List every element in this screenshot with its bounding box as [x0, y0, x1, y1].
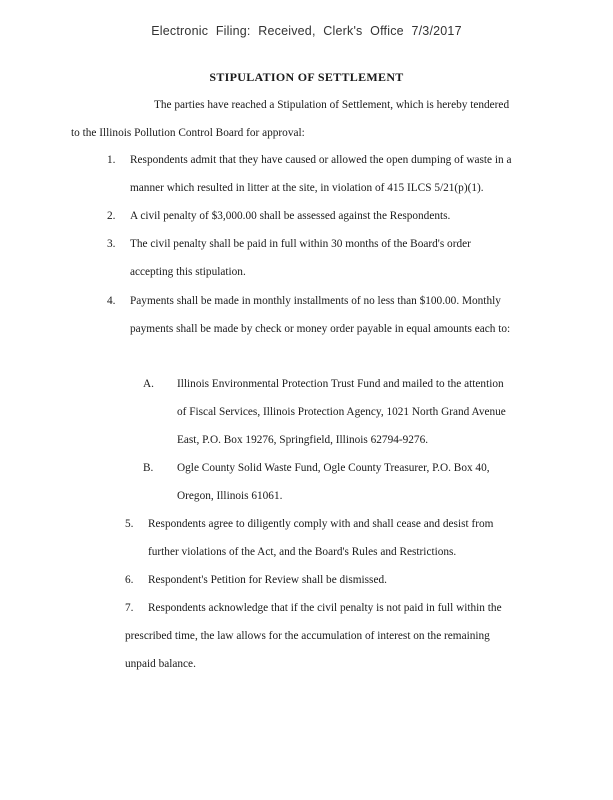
item-6-line-1: Respondent's Petition for Review shall be dismissed. — [148, 574, 387, 586]
subitem-b-letter: B. — [143, 462, 154, 474]
item-3-number: 3. — [107, 238, 116, 250]
subitem-b-line-1: Ogle County Solid Waste Fund, Ogle County Treasurer, P.O. Box 40, — [177, 462, 490, 474]
item-2-number: 2. — [107, 210, 116, 222]
subitem-a-line-2: of Fiscal Services, Illinois Protection Agency, 1021 North Grand Avenue — [177, 406, 506, 418]
item-1-line-1: Respondents admit that they have caused or allowed the open dumping of waste in a — [130, 154, 512, 166]
item-3-line-2: accepting this stipulation. — [130, 266, 246, 278]
item-3-line-1: The civil penalty shall be paid in full within 30 months of the Board's order — [130, 238, 471, 250]
item-5-line-1: Respondents agree to diligently comply with and shall cease and desist from — [148, 518, 494, 530]
item-5-number: 5. — [125, 518, 134, 530]
item-7-line-1: Respondents acknowledge that if the civil penalty is not paid in full within the — [148, 602, 502, 614]
item-7-line-2: prescribed time, the law allows for the accumulation of interest on the remaining — [125, 630, 490, 642]
item-2-line-1: A civil penalty of $3,000.00 shall be assessed against the Respondents. — [130, 210, 451, 222]
subitem-a-line-3: East, P.O. Box 19276, Springfield, Illinois 62794-9276. — [177, 434, 429, 446]
intro-line-1: The parties have reached a Stipulation of Settlement, which is hereby tendered — [154, 99, 510, 111]
subitem-b-line-2: Oregon, Illinois 61061. — [177, 490, 283, 502]
item-5-line-2: further violations of the Act, and the Board's Rules and Restrictions. — [148, 546, 457, 558]
intro-line-2: to the Illinois Pollution Control Board for approval: — [71, 127, 305, 139]
item-4-line-1: Payments shall be made in monthly installments of no less than $100.00. Monthly — [130, 295, 501, 307]
item-6-number: 6. — [125, 574, 134, 586]
filing-header: Electronic Filing: Received, Clerk's Office 7/3/2017 — [151, 24, 462, 38]
subitem-a-line-1: Illinois Environmental Protection Trust Fund and mailed to the attention — [177, 378, 504, 390]
item-4-number: 4. — [107, 295, 116, 307]
item-7-number: 7. — [125, 602, 134, 614]
subitem-a-letter: A. — [143, 378, 154, 390]
item-4-line-2: payments shall be made by check or money order payable in equal amounts each to: — [130, 323, 511, 335]
item-1-line-2: manner which resulted in litter at the site, in violation of 415 ILCS 5/21(p)(1). — [130, 182, 484, 194]
item-7-line-3: unpaid balance. — [125, 658, 196, 670]
document-title: STIPULATION OF SETTLEMENT — [209, 70, 404, 84]
item-1-number: 1. — [107, 154, 116, 166]
